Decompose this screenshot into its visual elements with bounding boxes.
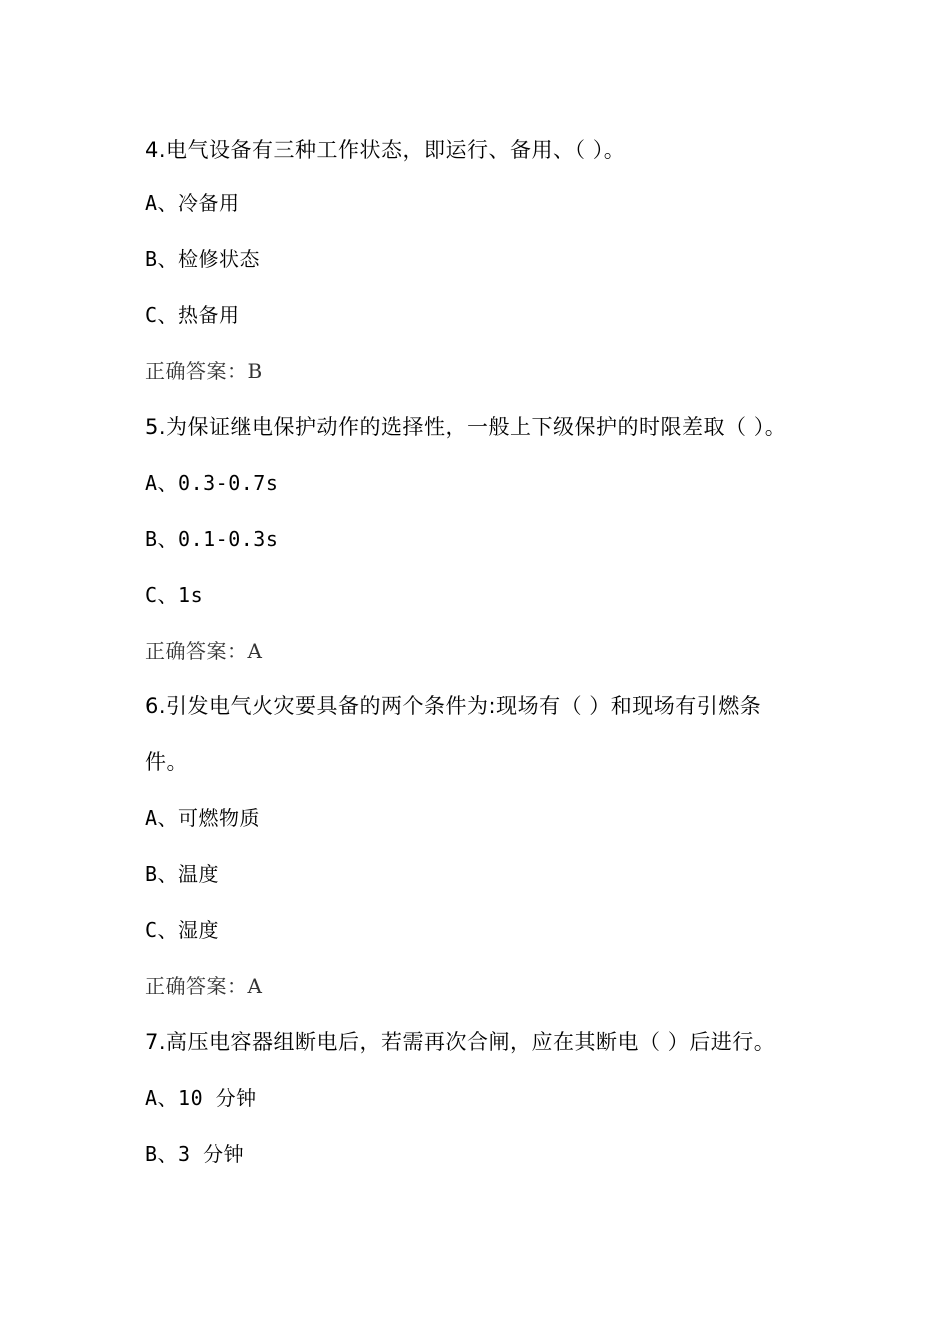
question-7-stem: 7.高压电容器组断电后，若需再次合闸，应在其断电（ ）后进行。 <box>145 1030 776 1054</box>
question-4-option-c: C、热备用 <box>145 303 240 327</box>
question-6-option-c: C、湿度 <box>145 918 220 942</box>
question-7-option-b: B、3 分钟 <box>145 1142 245 1166</box>
question-5-option-b: B、0.1-0.3s <box>145 527 279 551</box>
question-5-option-a: A、0.3-0.7s <box>145 471 279 495</box>
question-6-option-b: B、温度 <box>145 862 220 886</box>
question-6-answer: 正确答案：A <box>145 974 263 998</box>
question-5-stem: 5.为保证继电保护动作的选择性，一般上下级保护的时限差取（ ）。 <box>145 415 787 439</box>
question-4-answer: 正确答案：B <box>145 359 263 383</box>
question-6-option-a: A、可燃物质 <box>145 806 261 830</box>
question-7-option-a: A、10 分钟 <box>145 1086 257 1110</box>
question-6-stem-line-2: 件。 <box>145 750 188 774</box>
question-4-stem: 4.电气设备有三种工作状态，即运行、备用、（ ）。 <box>145 138 626 162</box>
question-4-option-b: B、检修状态 <box>145 247 261 271</box>
question-6-stem-line-1: 6.引发电气火灾要具备的两个条件为:现场有（ ）和现场有引燃条 <box>145 694 762 718</box>
question-4-option-a: A、冷备用 <box>145 191 240 215</box>
question-5-answer: 正确答案：A <box>145 639 263 663</box>
question-5-option-c: C、1s <box>145 583 204 607</box>
